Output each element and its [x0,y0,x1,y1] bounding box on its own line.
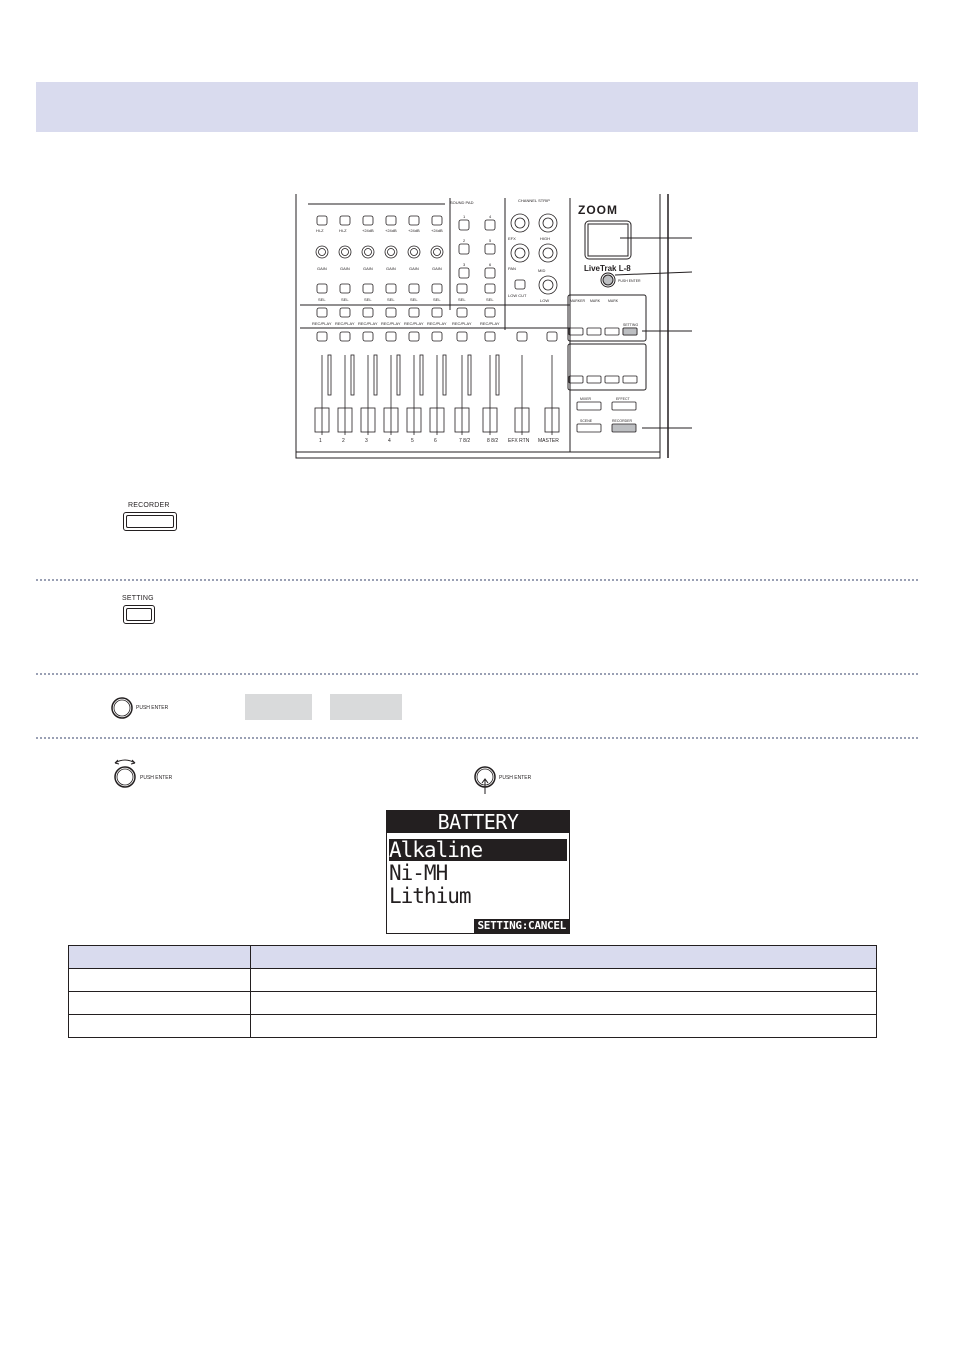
gain-knob-center [319,249,326,256]
step1-recorder [122,502,182,532]
transport-button [623,376,637,383]
channel-input-button [363,216,373,225]
scene-label: SCENE [580,419,593,423]
channel-top-label: +24dB [431,228,443,233]
eq-knob [539,214,557,232]
channel-number-label: 6 [434,438,437,444]
efx-label: EFX [508,236,516,241]
level-meter [496,355,499,395]
sound-pad-label: SOUND PAD [450,200,474,205]
rotate-push-enter-label: PUSH ENTER [140,775,173,781]
low-cut-button [515,280,525,289]
gain-knob [362,246,374,258]
low-cut-label: LOW CUT [508,293,527,298]
rec-play-label: REC/PLAY [381,321,401,326]
level-meter [328,355,331,395]
rec-play-button [409,308,419,317]
rec-play-label: REC/PLAY [335,321,355,326]
lcd-item-ni-mh[interactable]: Ni-MH [389,861,448,885]
transport-button [569,328,583,335]
output-button [547,332,557,341]
eq-knob-center [515,218,525,228]
sel-label: SEL [318,297,326,302]
sel-label: SEL [364,297,372,302]
channel-number-label: 4 [388,438,391,444]
mixer-button [577,402,601,410]
push-enter-label: PUSH ENTER [136,705,169,711]
table-row [69,969,877,992]
step3-push-enter [110,696,180,722]
sound-pad-number: 4 [489,214,492,219]
setting-button[interactable] [123,605,155,624]
recorder-button-highlight [612,424,636,432]
transport-button [587,376,601,383]
sound-pad-number: 2 [463,238,466,243]
mark-label: MARK [608,299,619,303]
channel-strip-label: CHANNEL STRIP [518,198,550,203]
gain-label: GAIN [432,266,442,271]
level-meter [420,355,423,395]
mute-button [317,332,327,341]
rec-play-button [317,308,327,317]
push-knob-label: PUSH ENTER [499,775,532,781]
setting-button-label: SETTING [122,595,154,602]
setting-label: SETTING [623,323,639,327]
sel-label: SEL [410,297,418,302]
channel-input-button [340,216,350,225]
transport-button [605,328,619,335]
mute-button [363,332,373,341]
sel-button [317,284,327,293]
rec-play-label: REC/PLAY [480,321,500,326]
scene-button [577,424,601,432]
sel-button [485,284,495,293]
step2-setting [122,594,162,626]
sound-pad-button [459,220,469,230]
lcd-title: BATTERY [387,811,569,833]
marker-label: MARKER [570,299,585,303]
eq-mid-label: MID [538,268,546,273]
mute-button [432,332,442,341]
eq-knob-center [543,218,553,228]
mark-label: MARK [590,299,601,303]
battery-lcd-screen [386,810,570,934]
eq-knob [539,244,557,262]
recorder-button-label: RECORDER [128,502,170,509]
recorder-label: RECORDER [612,419,633,423]
sel-button [340,284,350,293]
sound-pad-number: 6 [489,262,492,267]
channel-number-label: 2 [342,438,345,444]
gain-knob-center [434,249,441,256]
rec-play-button [340,308,350,317]
channel-input-button [386,216,396,225]
sel-label: SEL [458,297,466,302]
efx-rtn-label: EFX RTN [508,438,530,444]
table-row [69,992,877,1015]
transport-button [587,328,601,335]
channel-top-label: +24dB [385,228,397,233]
rec-play-button [386,308,396,317]
sound-pad-number: 1 [463,214,466,219]
sound-pad-button [485,244,495,254]
mute-button [485,332,495,341]
gain-knob-center [388,249,395,256]
channel-number-label: 8 8/2 [487,438,499,444]
rec-play-button [363,308,373,317]
gain-label: GAIN [409,266,419,271]
lcd-item-alkaline[interactable]: Alkaline [389,839,567,861]
sel-label: SEL [433,297,441,302]
rec-play-label: REC/PLAY [404,321,424,326]
setting-button-highlight [623,328,637,335]
transport-button [569,376,583,383]
lcd-item-lithium[interactable]: Lithium [389,884,471,908]
level-meter [443,355,446,395]
eq-knob [511,214,529,232]
sound-pad-button [485,268,495,278]
level-meter [397,355,400,395]
rec-play-label: REC/PLAY [358,321,378,326]
menu-chip-2 [330,694,402,720]
channel-number-label: 5 [411,438,414,444]
sel-button [386,284,396,293]
sel-button [432,284,442,293]
eq-knob [539,276,557,294]
gain-knob-center [342,249,349,256]
mute-button [386,332,396,341]
gain-knob [339,246,351,258]
gain-knob-center [365,249,372,256]
eq-knob [511,244,529,262]
sel-button [409,284,419,293]
mute-button [340,332,350,341]
channel-number-label: 1 [319,438,322,444]
mixer-illustration [240,190,700,462]
transport-button [605,376,619,383]
output-button [517,332,527,341]
gain-label: GAIN [340,266,350,271]
sel-button [363,284,373,293]
level-meter [468,355,471,395]
master-label: MASTER [538,438,559,444]
channel-top-label: Hi-Z [339,228,347,233]
channel-top-label: +24dB [362,228,374,233]
sel-label: SEL [486,297,494,302]
rec-play-button [457,308,467,317]
sel-button [457,284,467,293]
pan-label: PAN [508,266,516,271]
divider-3 [36,737,918,739]
table-row [69,1015,877,1038]
eq-knob-center [515,248,525,258]
sound-pad-button [485,220,495,230]
eq-low-label: LOW [540,298,550,303]
gain-knob [408,246,420,258]
mute-button [409,332,419,341]
options-table [68,945,877,1038]
sound-pad-number: 3 [463,262,466,267]
eq-knob-center [543,280,553,290]
effect-label: EFFECT [616,397,630,401]
effect-button [612,402,636,410]
level-meter [351,355,354,395]
zoom-logo: ZOOM [578,203,618,217]
eq-knob-center [543,248,553,258]
divider-2 [36,673,918,675]
gain-label: GAIN [317,266,327,271]
rec-play-label: REC/PLAY [312,321,332,326]
divider-1 [36,579,918,581]
gain-knob [431,246,443,258]
gain-label: GAIN [386,266,396,271]
recorder-button[interactable] [123,512,177,531]
step4-rotate-knob [110,756,190,790]
gain-knob [385,246,397,258]
sound-pad-button [459,268,469,278]
push-enter-label: PUSH ENTER [618,279,641,283]
channel-input-button [317,216,327,225]
channel-number-label: 3 [365,438,368,444]
push-knob-icon[interactable] [473,765,499,795]
channel-input-button [432,216,442,225]
model-name: LiveTrak L-8 [584,264,631,273]
channel-top-label: Hi-Z [316,228,324,233]
rec-play-label: REC/PLAY [427,321,447,326]
section-header-band [36,82,918,132]
channel-input-button [409,216,419,225]
mute-button [457,332,467,341]
gain-knob-center [411,249,418,256]
sel-label: SEL [387,297,395,302]
gain-knob [316,246,328,258]
sound-pad-button [459,244,469,254]
level-meter [374,355,377,395]
gain-label: GAIN [363,266,373,271]
rec-play-button [485,308,495,317]
channel-number-label: 7 8/2 [459,438,471,444]
sound-pad-number: 5 [489,238,492,243]
rec-play-label: REC/PLAY [452,321,472,326]
push-enter-knob-icon[interactable] [110,696,134,720]
eq-high-label: HIGH [540,236,550,241]
table-header-row [69,946,877,969]
menu-chip-1 [245,694,312,720]
sel-label: SEL [341,297,349,302]
mixer-label: MIXER [580,397,592,401]
rotate-knob-icon[interactable] [110,756,140,790]
channel-top-label: +24dB [408,228,420,233]
rec-play-button [432,308,442,317]
step4-push-knob [473,765,543,795]
lcd-footer: SETTING:CANCEL [474,919,569,933]
